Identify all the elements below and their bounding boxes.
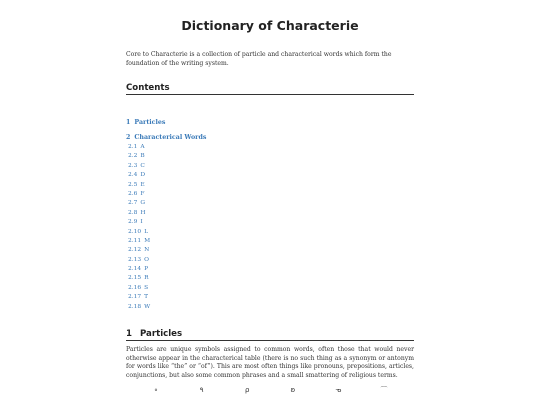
toc-subsection-label: W (144, 303, 151, 310)
section-number: 1 (126, 329, 132, 340)
toc-subsection-label: E (140, 181, 145, 188)
toc-subsection-label: D (140, 172, 146, 179)
toc-subsection-number: 2.7 (128, 200, 138, 207)
toc-subsection-label: S (144, 284, 149, 291)
toc-subsection-number: 2.8 (128, 209, 138, 216)
particles-paragraph: Particles are unique symbols assigned to common words, often those that would never otherwise appear in the characterical table (there is no such thing as a synonym or antonym for words like “the” or “of”). This are most often things like pronouns, prepositions, articles, conjunctions, but also some common phrases and a small smattering of religious terms. (126, 346, 414, 379)
toc-subsection-number: 2.16 (128, 284, 142, 291)
toc-subsection-number: 2.10 (128, 228, 142, 235)
toc-subsection-number: 2.17 (128, 294, 142, 301)
toc-subsection-label: G (140, 200, 146, 207)
toc-subsection-number: 2.18 (128, 303, 142, 310)
particle-glyph-row (126, 384, 414, 396)
toc-subsection-label: T (144, 294, 149, 301)
toc-subsection-number: 2.13 (128, 256, 142, 263)
contents-heading: Contents (126, 83, 414, 95)
toc-link-a[interactable] (128, 143, 414, 152)
particle-glyph: ⌒ (380, 386, 388, 395)
toc-subsection-label: P (144, 266, 149, 273)
particle-glyph: ᓀ (335, 386, 342, 395)
page-title: Dictionary of Characterie (181, 18, 359, 33)
toc-subsection-number: 2.15 (128, 275, 142, 282)
toc-subsection-label: N (144, 247, 150, 254)
toc-link-h[interactable] (128, 209, 414, 218)
toc-subsection-label: H (140, 209, 146, 216)
toc-link-p[interactable] (128, 265, 414, 274)
toc-subsection-label: O (144, 256, 149, 263)
toc-subsection-label: I (140, 219, 143, 226)
toc-link-l[interactable] (128, 228, 414, 237)
toc-subsection-label: M (144, 237, 151, 244)
toc-section-label: Particles (134, 119, 166, 126)
section-title: Particles (139, 329, 183, 340)
toc-subsection-label: B (140, 153, 145, 160)
toc-link-f[interactable] (128, 190, 414, 199)
toc-link-i[interactable] (128, 218, 414, 227)
toc-subsection-list (128, 143, 414, 312)
toc-subsection-number: 2.14 (128, 266, 142, 273)
toc-subsection-label: F (140, 190, 145, 197)
toc-subsection-number: 2.4 (128, 172, 138, 179)
toc-link-w[interactable] (128, 303, 414, 312)
toc-link-t[interactable] (128, 293, 414, 302)
intro-paragraph: Core to Characterie is a collection of particle and characterical words which form the foundation of the writing system. (126, 51, 392, 67)
toc-link-g[interactable] (128, 199, 414, 208)
toc-subsection-number: 2.6 (128, 190, 138, 197)
toc-link-s[interactable] (128, 284, 414, 293)
toc-subsection-number: 2.2 (128, 153, 138, 160)
toc-link-characterical-words[interactable] (126, 134, 414, 142)
particle-glyph: ρ (244, 386, 250, 395)
particles-heading (126, 329, 414, 341)
toc-subsection-label: A (140, 144, 145, 150)
toc-subsection-label: L (144, 228, 149, 235)
toc-link-e[interactable] (128, 181, 414, 190)
particle-glyph: ʚ (290, 386, 296, 395)
toc-link-m[interactable] (128, 237, 414, 246)
toc-subsection-number: 2.12 (128, 247, 142, 254)
toc-section-label: Characterical Words (134, 134, 207, 141)
table-of-contents (126, 119, 414, 312)
toc-link-n[interactable] (128, 246, 414, 255)
particle-glyph: ٩ (199, 386, 204, 395)
toc-link-o[interactable] (128, 256, 414, 265)
toc-subsection-number: 2.5 (128, 181, 138, 188)
toc-link-particles[interactable] (126, 119, 414, 127)
toc-subsection-number: 2.1 (128, 144, 138, 150)
toc-subsection-number: 2.3 (128, 162, 138, 169)
toc-subsection-label: C (140, 162, 145, 169)
particle-glyph: ∘ (153, 386, 159, 395)
toc-link-b[interactable] (128, 152, 414, 161)
toc-link-c[interactable] (128, 162, 414, 171)
toc-subsection-number: 2.9 (128, 219, 138, 226)
toc-section-number: 1 (126, 119, 131, 126)
toc-link-d[interactable] (128, 171, 414, 180)
toc-link-r[interactable] (128, 274, 414, 283)
toc-subsection-label: R (144, 275, 149, 282)
toc-section-number: 2 (126, 134, 131, 141)
toc-subsection-number: 2.11 (128, 237, 142, 244)
